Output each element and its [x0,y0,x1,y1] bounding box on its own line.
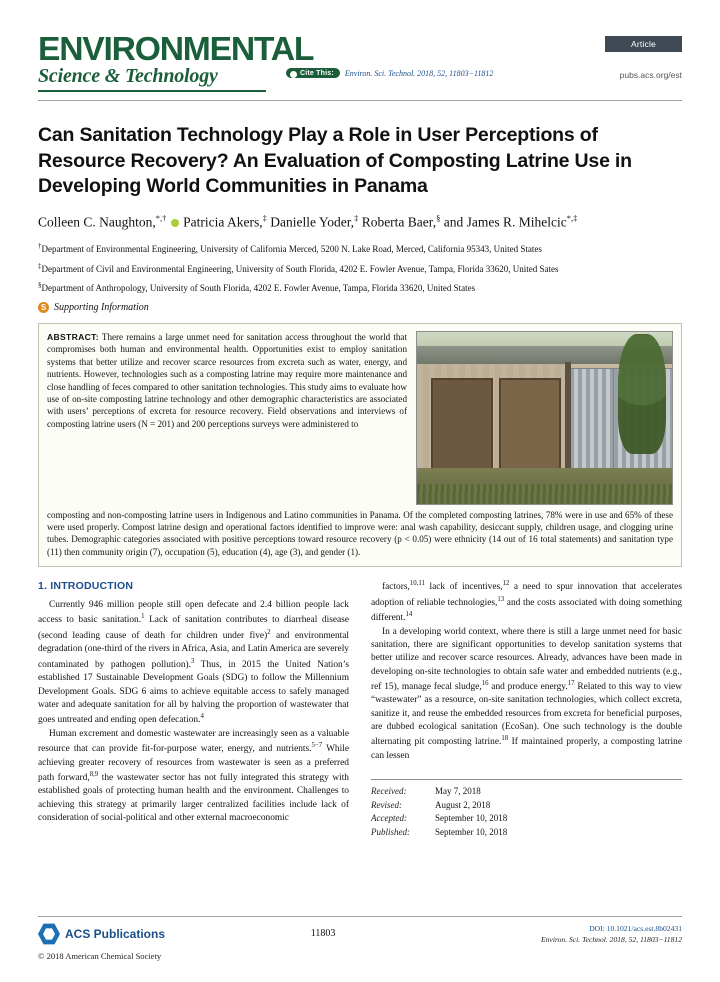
acs-hexagon-icon [38,923,60,945]
section-number: 1. [38,580,48,593]
left-column-body [38,599,349,825]
citation-text: Environ. Sci. Technol. 2018, 52, 11803−11812 [344,68,494,78]
page-footer [38,916,682,961]
section-heading [38,579,349,594]
date-row [371,785,682,799]
supporting-information-label[interactable]: Supporting Information [54,301,149,313]
logo-underline [38,90,266,92]
date-row [371,826,682,840]
publication-dates [371,779,682,839]
affiliations [38,241,682,296]
paragraph: In a developing world context, where there is still a large unmet need for basic sanitation, there are significant opportunities to develop sanitation systems that better utilize and recover scarce resources. Already, advances have been made in developing on-site technologies to obtain safe water and embedded nutrients (e.g., ref 15), manage fecal sludge,$^{16}$ and produce energy.$^{17}$ Related to this way to view “wastewater” as a resource, on-site sanitation technologies, which collect excreta, sanitize it, and reuse the embedded resources from excreta for beneficial purposes, are dubbed ecological sanitation (EcoSan). One such technology is the double alternating pit composting latrine.$^{18}$ If maintained properly, a composting latrine can lessen [371,626,682,761]
date-row [371,799,682,813]
abstract-column-text: There remains a large unmet need for sanitation access throughout the world that compromises both human and environmental health. Opportunities exist to employ sanitation systems that better utilize and recover scarce resources from excreta such as water, energy, and nutrients. However, technologies such as a composting latrine may require more maintenance and close handling of feces compared to other sanitation technologies. This study aims to evaluate how use of on-site composting latrine technology and other demographic characteristics are associated with users’ perceptions of excreta for resource recovery. Field observations and interviews of composting latrine users (N = 201) and 200 perceptions surveys were administered to [47,331,407,429]
doi-block [541,923,682,945]
section-title: INTRODUCTION [50,580,134,593]
abstract-wide-text: composting and non-composting latrine users in Indigenous and Latino communities in Panama. Of the completed composting latrines, 78% were in use and 65% of these were used properly. Compost latrine design and operational factors identified to improve were: anal wash capability, desiccant supply, children usage, and clogging urine tubes. Demographic categories associated with positive perceptions toward resource recovery (p < 0.05) were ethnicity (14 out of 16 total statements) and sanitation type (11) then community origin (7), occupation (5), education (4), age (3), and gender (1). [47,509,673,557]
journal-logo-line1: ENVIRONMENTAL [38,30,314,67]
date-value: May 7, 2018 [435,786,481,797]
supporting-information[interactable] [38,302,682,313]
affiliation-1: †Department of Environmental Engineering, University of California Merced, 5200 N. Lake Road, Merced, California 95343, United States [38,242,542,255]
affiliation-3: §Department of Anthropology, University of South Florida, 4202 E. Fowler Avenue, Tampa, Florida 33620, United States [38,281,476,294]
author-list: Colleen C. Naughton,*,† Patricia Akers,‡ Danielle Yoder,‡ Roberta Baer,§ and James R. Mihelcic*,‡ [38,213,578,230]
cite-this-row[interactable] [286,68,493,78]
journal-masthead [38,24,682,96]
article-type-tag: Article [605,36,682,52]
date-label: Received: [371,786,407,797]
date-value: September 10, 2018 [435,826,508,837]
supporting-information-icon: S [38,302,49,313]
date-label: Published: [371,826,410,837]
paragraph: Human excrement and domestic wastewater are increasingly seen as a valuable resource that can provide fit-for-purpose water, energy, and nutrients.$^{5-7}$ While achieving greater recovery of resources from wastewater is seen as a preferred path forward,$^{8,9}$ the wastewater sector has not fully integrated this strategy with established goals of protecting human health and the environment. Challenges to achieving this strategy at primarily larger centralized facilities include lack of consideration of social-political and other external macroeconomic [38,728,349,824]
doi-link[interactable]: DOI: 10.1021/acs.est.8b02431 [589,924,682,933]
paragraph: factors,$^{10,11}$ lack of incentives,$^{12}$ a need to spur innovation that accelerates adoption of reliable technologies,$^{13}$ and the costs associated with doing something different.$^{14}$ [371,580,682,624]
date-label: Revised: [371,799,402,810]
acs-publications-logo[interactable] [38,923,165,945]
journal-logo [38,30,314,92]
publisher-name: ACS Publications [65,927,166,941]
date-value: September 10, 2018 [435,813,508,824]
left-column [38,579,349,839]
abstract-figure [416,331,673,505]
journal-logo-line2: Science & Technology [38,65,218,88]
paragraph: Currently 946 million people still open defecate and 2.4 billion people lack access to basic sanitation.$^1$ Lack of sanitation contributes to diarrheal disease (second leading cause of death for children under five)$^2$ and environmental degradation (one-third of the rivers in Africa, Asia, and Latin America are severely contaminated by pathogen pollution).$^3$ Thus, in 2015 the United Nation’s established 17 Sustainable Development Goals (SDG) to follow the Millennium Development Goals. SDG 6 aims to achieve equitable access to safely managed water and adequate sanitation for all by halving the proportion of wastewater that goes untreated and ending open defecation.$^4$ [38,600,350,726]
abstract-text [47,331,407,505]
right-column-body [371,579,682,763]
page-title: Can Sanitation Technology Play a Role in User Perceptions of Resource Recovery? An Evaluation of Composting Latrine Use in Developing World Communities in Panama [38,124,632,198]
page-number: 11803 [310,928,336,939]
date-label: Accepted: [371,813,407,824]
date-row [371,812,682,826]
date-value: August 2, 2018 [435,799,491,810]
copyright-notice: © 2018 American Chemical Society [38,951,162,961]
cite-this-badge[interactable]: Cite This: [286,68,340,78]
body-columns [38,579,682,839]
right-column [371,579,682,839]
masthead-divider [38,100,682,101]
abstract-box [38,323,682,567]
doi-citation: Environ. Sci. Technol. 2018, 52, 11803−11812 [541,935,682,944]
page-sheet [38,24,682,961]
abstract-label: ABSTRACT: [47,331,99,342]
journal-url[interactable]: pubs.acs.org/est [619,70,682,80]
affiliation-2: ‡Department of Civil and Environmental Engineering, University of South Florida, 4202 E. Fowler Avenue, Tampa, Florida 33620, United Sates [38,261,559,274]
